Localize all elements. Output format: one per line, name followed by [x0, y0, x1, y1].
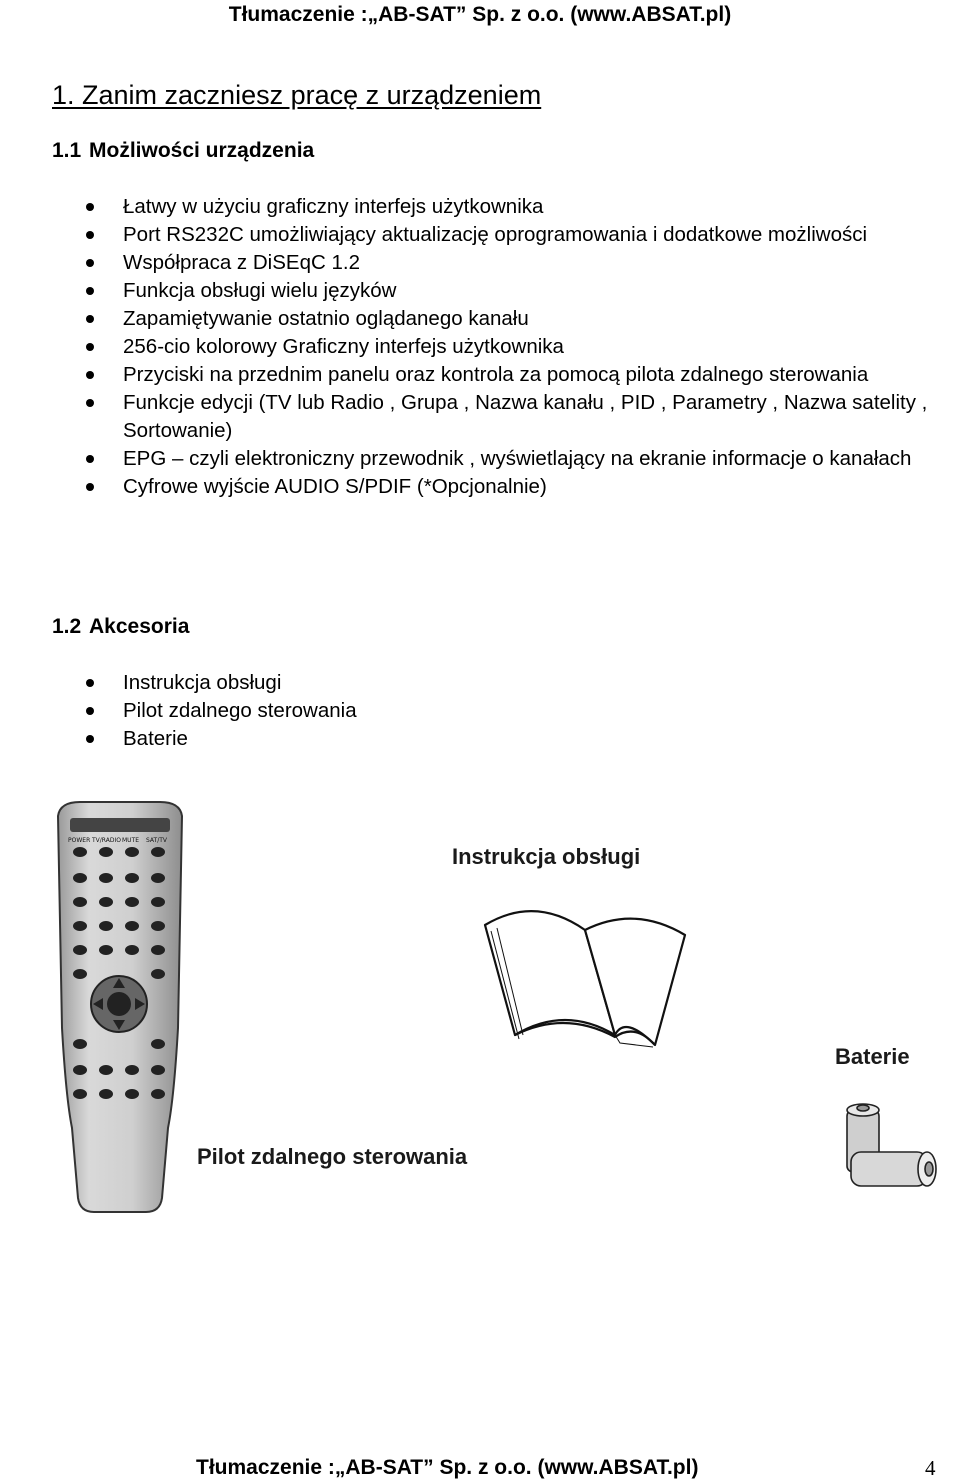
- manual-book-illustration: [475, 885, 705, 1055]
- section-heading-accessories: [52, 614, 189, 640]
- remote-label: TV/RADIO: [92, 837, 121, 844]
- list-item: Współpraca z DiSEqC 1.2: [84, 249, 944, 277]
- features-list: [84, 193, 944, 501]
- section-title: Możliwości urządzenia: [89, 139, 315, 162]
- batteries-caption: Baterie: [835, 1044, 910, 1069]
- remote-label: SAT/TV: [146, 837, 168, 844]
- list-item: Cyfrowe wyjście AUDIO S/PDIF (*Opcjonalnie): [84, 473, 944, 501]
- page-footer: Tłumaczenie :„AB-SAT” Sp. z o.o. (www.ABSAT.pl): [196, 1456, 699, 1479]
- batteries-illustration: [833, 1098, 943, 1200]
- list-item: Port RS232C umożliwiający aktualizację oprogramowania i dodatkowe możliwości: [84, 221, 944, 249]
- remote-label: POWER: [68, 837, 91, 844]
- list-item: Funkcja obsługi wielu języków: [84, 277, 944, 305]
- page-header: Tłumaczenie :„AB-SAT” Sp. z o.o. (www.ABSAT.pl): [228, 3, 732, 26]
- list-item: Łatwy w użyciu graficzny interfejs użytkownika: [84, 193, 944, 221]
- page-number: 4: [925, 1456, 936, 1480]
- section-heading-features: [52, 138, 314, 164]
- remote-control-illustration: [50, 798, 190, 1218]
- section-number: 1.1: [52, 139, 82, 162]
- section-number: 1.2: [52, 615, 82, 638]
- list-item: Przyciski na przednim panelu oraz kontrola za pomocą pilota zdalnego sterowania: [84, 361, 944, 389]
- list-item: Baterie: [84, 725, 944, 753]
- section-title: Akcesoria: [89, 615, 190, 638]
- chapter-title: 1. Zanim zaczniesz pracę z urządzeniem: [52, 80, 542, 110]
- list-item: Zapamiętywanie ostatnio oglądanego kanału: [84, 305, 944, 333]
- remote-caption: Pilot zdalnego sterowania: [197, 1144, 468, 1169]
- list-item: Pilot zdalnego sterowania: [84, 697, 944, 725]
- remote-label: MUTE: [122, 837, 140, 844]
- list-item: Funkcje edycji (TV lub Radio , Grupa , Nazwa kanału , PID , Parametry , Nazwa satelity , Sortowanie): [84, 389, 944, 445]
- manual-caption: Instrukcja obsługi: [452, 844, 641, 869]
- accessories-list: [84, 669, 944, 753]
- list-item: EPG – czyli elektroniczny przewodnik , wyświetlający na ekranie informacje o kanałach: [84, 445, 944, 473]
- list-item: Instrukcja obsługi: [84, 669, 944, 697]
- list-item: 256-cio kolorowy Graficzny interfejs użytkownika: [84, 333, 944, 361]
